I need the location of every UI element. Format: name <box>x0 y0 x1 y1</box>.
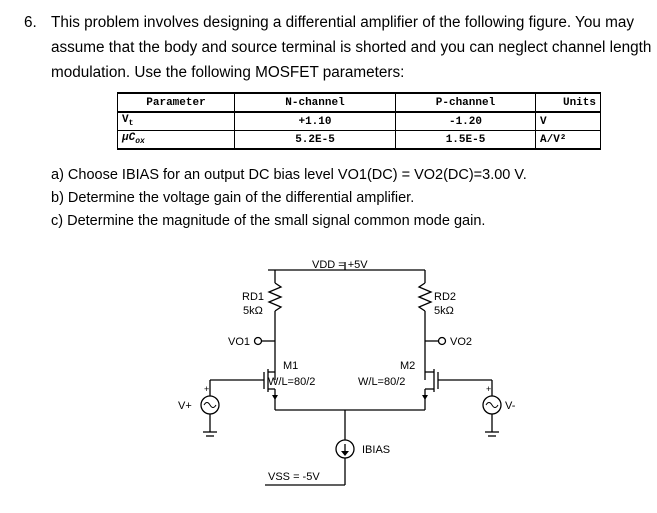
question-c: c) Determine the magnitude of the small signal common mode gain. <box>51 213 486 229</box>
vt-p-value: -1.20 <box>396 112 536 131</box>
rd1-name: RD1 <box>242 291 265 303</box>
m2-name: M2 <box>400 360 416 372</box>
m1-size: W/L=80/2 <box>268 376 316 388</box>
ucox-p-value: 1.5E-5 <box>396 131 536 150</box>
vplus-plus-sign: + <box>204 384 210 394</box>
vo1-label: VO1 <box>228 336 251 348</box>
param-ucox: $\mu C_{ox}$ <box>118 131 235 150</box>
rd2-value: 5kΩ <box>434 305 454 317</box>
problem-number: 6. <box>24 14 37 31</box>
header-n-channel: N-channel <box>235 93 396 112</box>
question-a: a) Choose IBIAS for an output DC bias level VO1(DC) = VO2(DC)=3.00 V. <box>51 167 527 183</box>
ibias-label: IBIAS <box>362 444 391 456</box>
vss-label: VSS = -5V <box>268 471 320 483</box>
m1-name: M1 <box>283 360 299 372</box>
problem-line-3: modulation. Use the following MOSFET parameters: <box>51 64 405 81</box>
problem-line-2: assume that the body and source terminal is shorted and you can neglect channel length <box>51 39 652 56</box>
header-units: Units <box>536 93 601 112</box>
vplus-label: V+ <box>178 400 192 412</box>
vo2-label: VO2 <box>450 336 473 348</box>
vdd-label: VDD = +5V <box>312 259 368 271</box>
param-vt: $V_t$ <box>118 112 235 131</box>
problem-line-1: This problem involves designing a differential amplifier of the following figure. You may <box>51 14 635 31</box>
header-p-channel: P-channel <box>396 93 536 112</box>
vminus-label: V- <box>505 400 516 412</box>
question-b: b) Determine the voltage gain of the differential amplifier. <box>51 190 415 206</box>
rd2-name: RD2 <box>434 291 457 303</box>
header-parameter: Parameter <box>118 93 235 112</box>
vminus-plus-sign: + <box>486 384 492 394</box>
vt-n-value: +1.10 <box>235 112 396 131</box>
ucox-n-value: 5.2E-5 <box>235 131 396 150</box>
rd1-value: 5kΩ <box>243 305 263 317</box>
m2-size: W/L=80/2 <box>358 376 406 388</box>
ucox-unit: A/V² <box>536 131 601 150</box>
vt-unit: V <box>536 112 601 131</box>
